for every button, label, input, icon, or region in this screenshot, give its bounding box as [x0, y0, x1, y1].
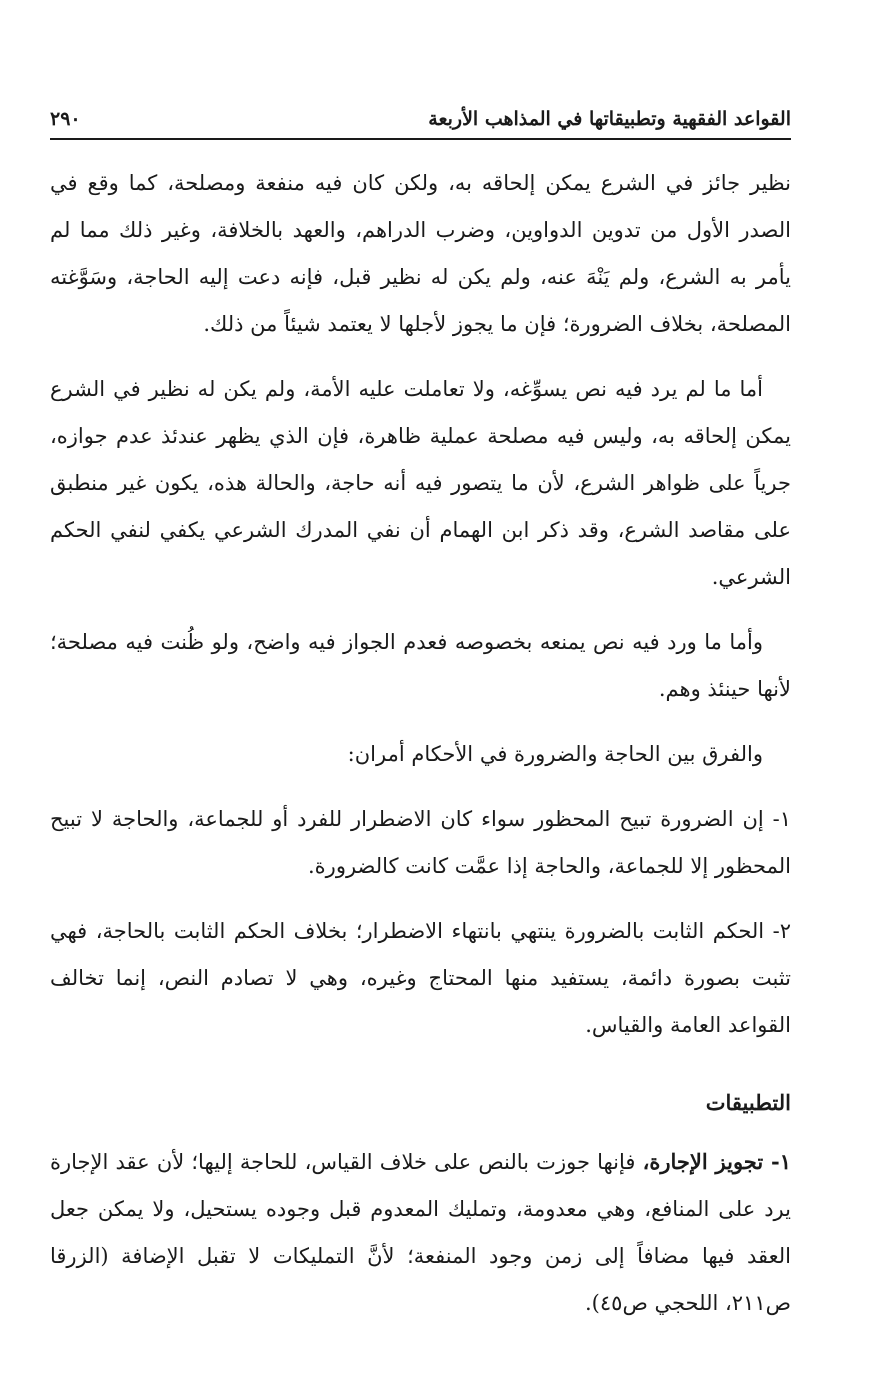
- paragraph-continued: نظير جائز في الشرع يمكن إلحاقه به، ولكن كان فيه منفعة ومصلحة، كما وقع في الصدر الأول من تدوين الدواوين، وضرب الدراهم، والعهد بالخلافة، وغير ذلك مما لم يأمر به الشرع، ولم يَنْهَ عنه، ولم يكن له نظير قبل، فإنه دعت إليه الحاجة، وسَوَّغته المصلحة، بخلاف الضرورة؛ فإن ما يجوز لأجلها لا يعتمد شيئاً من ذلك.: [50, 171, 791, 336]
- page-body: [50, 160, 791, 1345]
- running-header: [50, 105, 791, 133]
- application-item: [50, 1138, 791, 1327]
- point-item: ٢- الحكم الثابت بالضرورة ينتهي بانتهاء الاضطرار؛ بخلاف الحكم الثابت بالحاجة، فهي تثبت بصورة دائمة، يستفيد منها المحتاج وغيره، وهي لا تصادم النص، إنما تخالف القواعد العامة والقياس.: [50, 919, 791, 1037]
- paragraph: أما ما لم يرد فيه نص يسوِّغه، ولا تعاملت عليه الأمة، ولم يكن له نظير في الشرع يمكن إلحاقه به، وليس فيه مصلحة عملية ظاهرة، فإن الذي يظهر عندئذ عدم جوازه، جرياً على ظواهر الشرع، لأن ما يتصور فيه أنه حاجة، والحالة هذه، يكون غير منطبق على مقاصد الشرع، وقد ذكر ابن الهمام أن نفي المدرك الشرعي يكفي لنفي الحكم الشرعي.: [50, 377, 791, 589]
- section-heading: التطبيقات: [705, 1090, 791, 1115]
- application-item-lead: ١- تجويز الإجارة،: [642, 1149, 791, 1174]
- paragraph: وأما ما ورد فيه نص يمنعه بخصوصه فعدم الجواز فيه واضح، ولو ظُنت فيه مصلحة؛ لأنها حينئذ وهم.: [50, 630, 791, 701]
- book-title: القواعد الفقهية وتطبيقاتها في المذاهب الأربعة: [428, 108, 791, 130]
- application-item-text: فإنها جوزت بالنص على خلاف القياس، للحاجة إليها؛ لأن عقد الإجارة يرد على المنافع، وهي معدومة، وتمليك المعدوم قبل وجوده يستحيل، ولا يمكن جعل العقد فيها مضافاً إلى زمن وجود المنفعة؛ لأنَّ التمليكات لا تقبل الإضافة (الزرقا ص٢١١، اللحجي ص٤٥).: [50, 1150, 791, 1315]
- point-item: ١- إن الضرورة تبيح المحظور سواء كان الاضطرار للفرد أو للجماعة، والحاجة لا تبيح المحظور إلا للجماعة، والحاجة إذا عمَّت كانت كالضرورة.: [50, 807, 791, 878]
- page-number: ٢٩٠: [50, 108, 81, 130]
- header-rule: [50, 138, 791, 140]
- paragraph-intro: والفرق بين الحاجة والضرورة في الأحكام أمران:: [347, 742, 763, 766]
